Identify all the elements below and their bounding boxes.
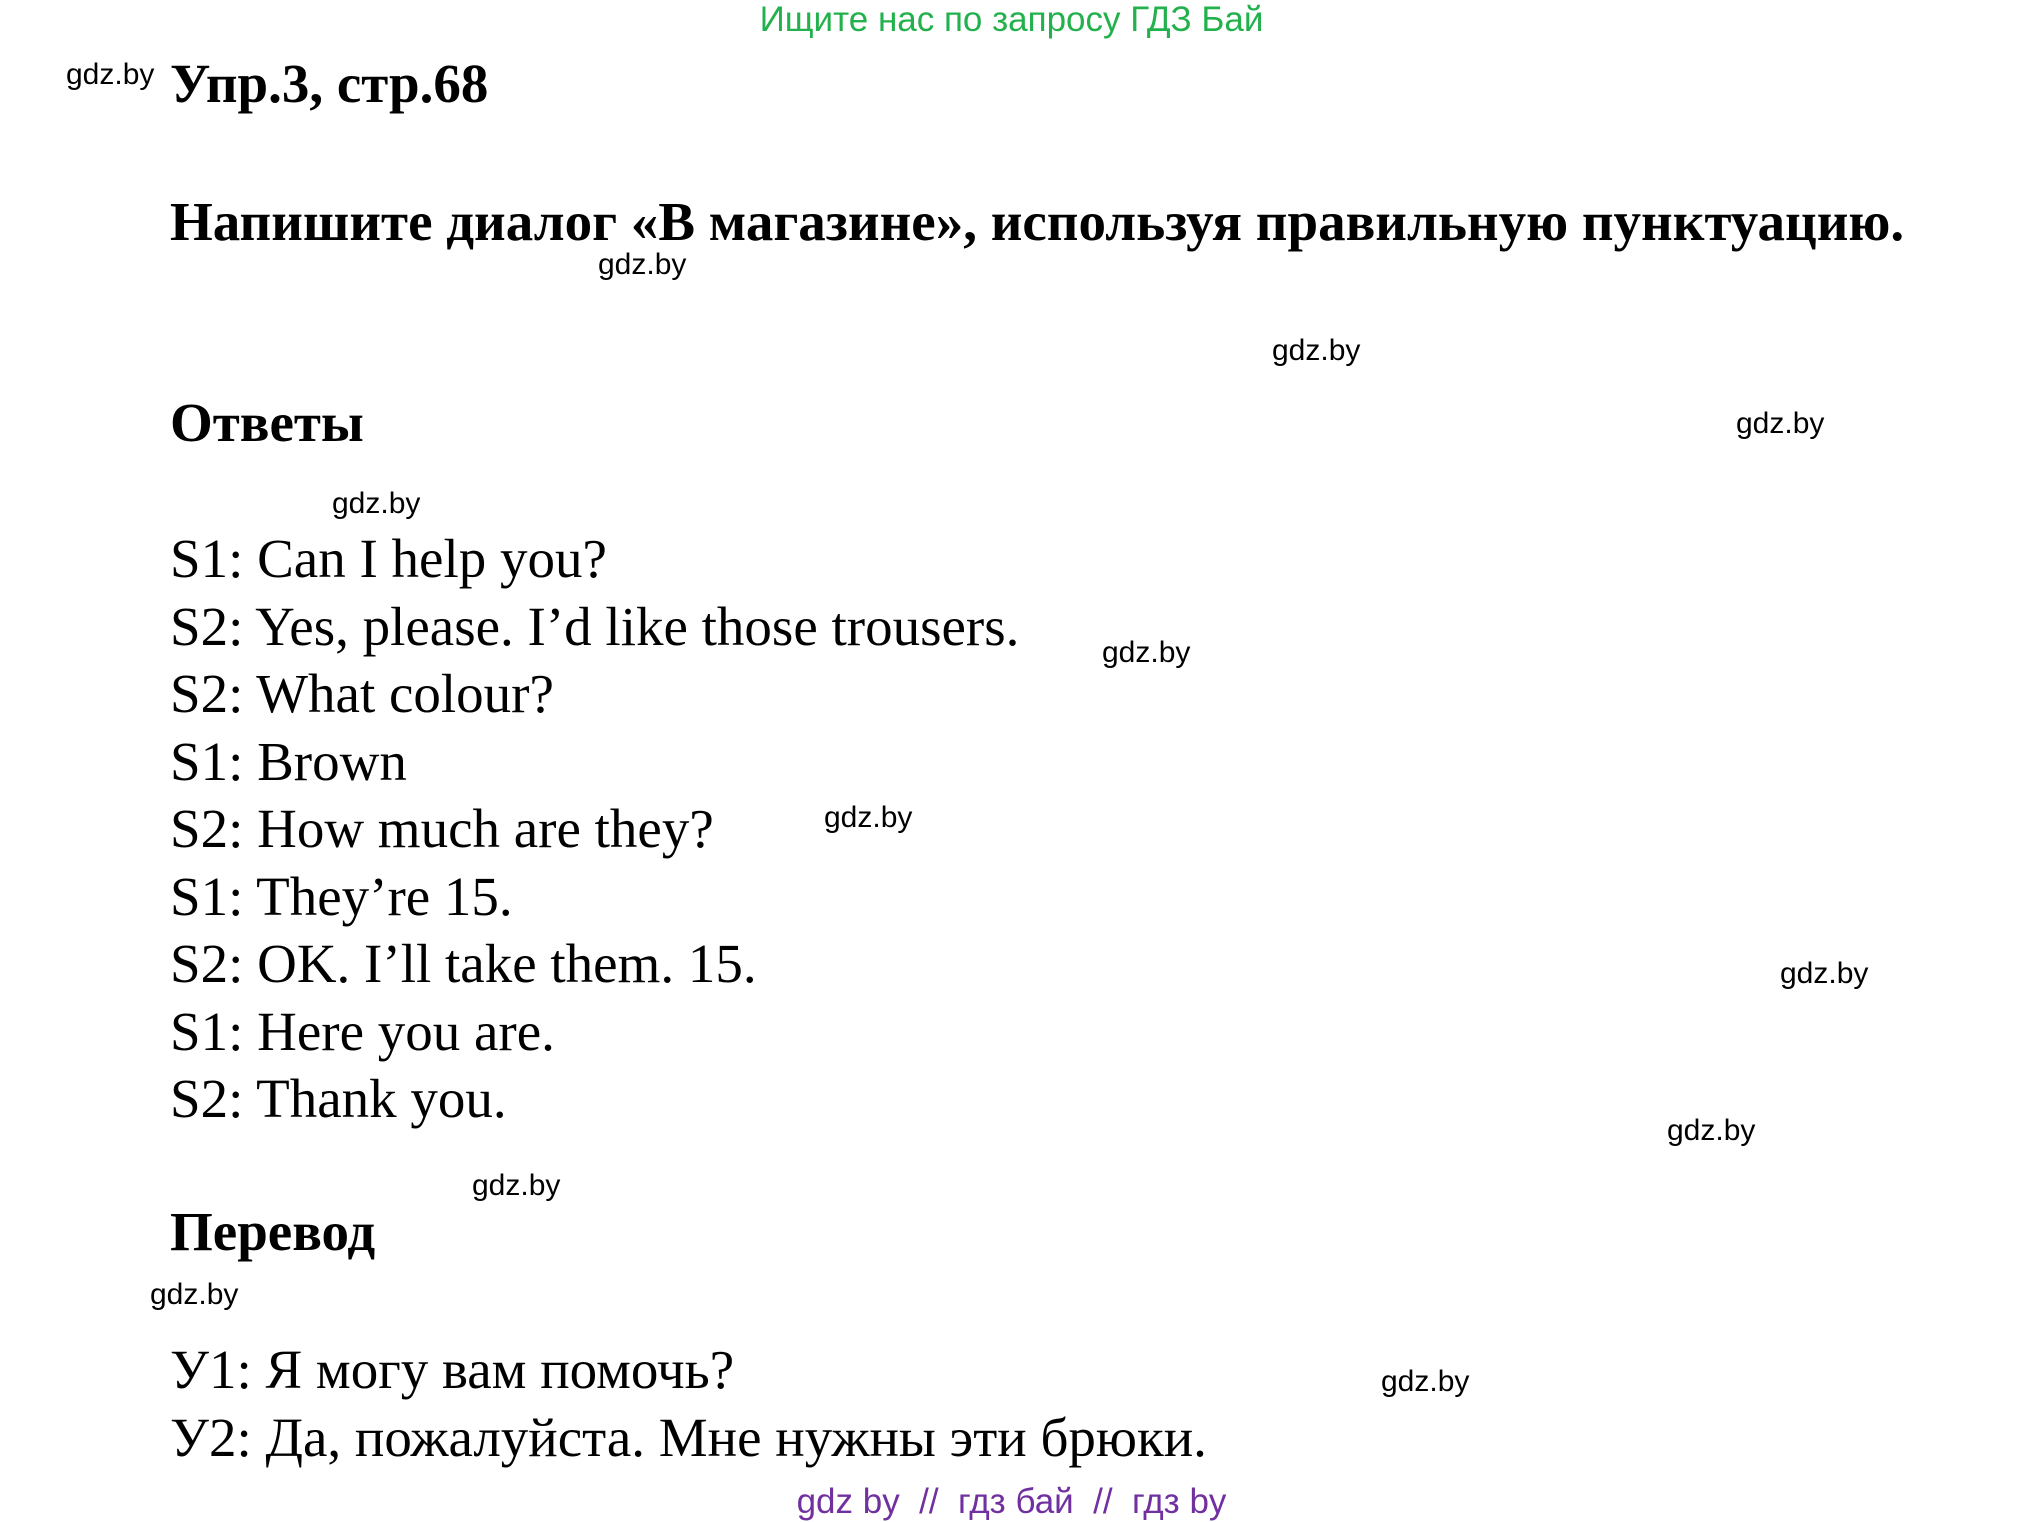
watermark: gdz.by (1272, 334, 1361, 367)
watermark: gdz.by (332, 487, 421, 520)
exercise-title: Упр.3, стр.68 (170, 53, 489, 114)
translation-line: У1: Я могу вам помочь? (170, 1339, 735, 1400)
dialog-line: S1: Can I help you? (170, 528, 607, 589)
watermark: gdz.by (1736, 407, 1825, 440)
watermark: gdz.by (66, 58, 155, 91)
translation-line: У2: Да, пожалуйста. Мне нужны эти брюки. (170, 1407, 1207, 1468)
translation-heading: Перевод (170, 1201, 376, 1262)
watermark: gdz.by (1381, 1365, 1470, 1398)
top-banner: Ищите нас по запросу ГДЗ Бай (759, 0, 1264, 39)
dialog-line: S2: OK. I’ll take them. 15. (170, 933, 757, 994)
watermark: gdz.by (150, 1278, 239, 1311)
footer-watermark: gdz by // гдз бай // гдз by (796, 1482, 1227, 1521)
dialog-line: S2: What colour? (170, 663, 554, 724)
dialog-line: S1: They’re 15. (170, 865, 513, 927)
dialog-line: S2: Thank you. (170, 1068, 507, 1129)
answers-heading: Ответы (170, 392, 364, 453)
dialog-line: S2: Yes, please. I’d like those trousers. (170, 595, 1020, 657)
translation-list (170, 1336, 1207, 1472)
watermark: gdz.by (472, 1169, 561, 1202)
dialog-line: S1: Brown (170, 730, 407, 792)
watermark: gdz.by (1780, 957, 1869, 990)
watermark: gdz.by (1667, 1114, 1756, 1147)
task-text: Напишите диалог «В магазине», используя правильную пунктуацию. (170, 191, 1905, 252)
dialog-line: S2: How much are they? (170, 798, 714, 859)
watermark: gdz.by (824, 801, 913, 834)
watermark: gdz.by (1102, 636, 1191, 669)
dialog-line: S1: Here you are. (170, 1000, 555, 1062)
watermark: gdz.by (598, 248, 687, 281)
